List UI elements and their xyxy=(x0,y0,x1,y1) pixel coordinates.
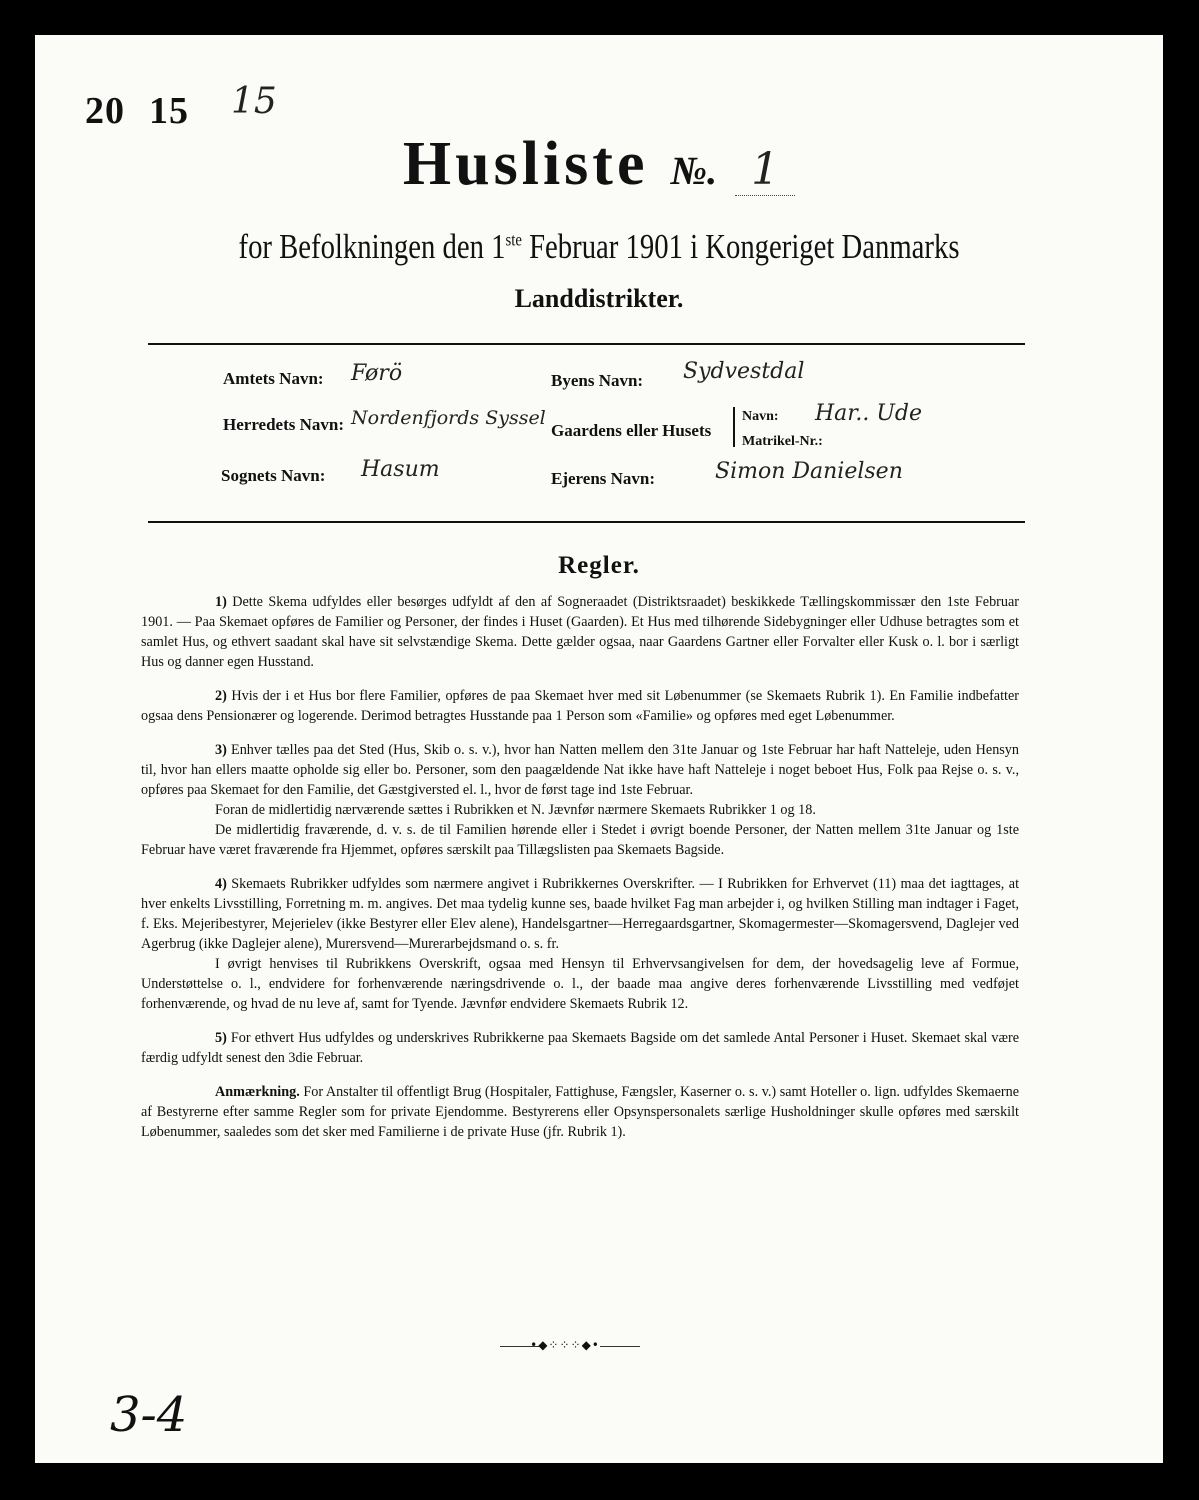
amt-label: Amtets Navn: xyxy=(223,369,324,388)
matrikel-label: Matrikel-Nr.: xyxy=(742,434,823,449)
rule-4b xyxy=(141,954,1019,1014)
rule-1-number: 1) xyxy=(215,594,227,610)
title-main: Husliste xyxy=(402,130,649,198)
rules-body xyxy=(141,592,1019,1156)
rule-2 xyxy=(141,686,1019,726)
amt-value: Førö xyxy=(351,361,403,386)
sogn-label: Sognets Navn: xyxy=(221,466,326,485)
ornament-line-right xyxy=(600,1346,640,1347)
navn-label: Navn: xyxy=(742,409,779,424)
district-heading: Landdistrikter. xyxy=(514,284,684,313)
ejer-value: Simon Danielsen xyxy=(715,459,903,484)
number-label: №. xyxy=(670,148,718,193)
rule-3c-text: De midlertidig fraværende, d. v. s. de til Familien hørende eller i Stedet i øvrigt boende Personer, der Natten mellem 31te Januar og 1ste Februar have været fraværende fra Hjemmet, opføres særskilt paa Tillægslisten paa Skemaets Bagside. xyxy=(141,822,1019,858)
rule-5-text: For ethvert Hus udfyldes og underskrives Rubrikkerne paa Skemaets Bagside om det samlede Antal Personer i Huset. Skemaet skal være færdig udfyldt senest den 3die Februar. xyxy=(141,1030,1019,1066)
rule-2-text: Hvis der i et Hus bor flere Familier, opføres de paa Skemaet hver med sit Løbenummer (se Skemaets Rubrik 1). En Familie indbefatter ogsaa dens Pensionærer og logerende. Derimod betragtes Husstande paa 1 Person som «Familie» og opføres med eget Løbenummer. xyxy=(141,688,1019,724)
herred-value: Nordenfjords Syssel xyxy=(351,407,546,429)
form-subtitle xyxy=(137,227,1062,267)
fields-divider xyxy=(148,521,1025,523)
rule-5 xyxy=(141,1028,1019,1068)
herred-label: Herredets Navn: xyxy=(223,415,345,434)
rule-3b xyxy=(141,800,1019,820)
rule-3b-text: Foran de midlertidig nærværende sættes i Rubrikken et N. Jævnfør nærmere Skemaets Rubrikker 1 og 18. xyxy=(215,802,816,818)
number-value: 1 xyxy=(735,144,795,196)
subtitle-text-1: for Befolkningen den 1 xyxy=(238,227,506,266)
rule-4b-text: I øvrigt henvises til Rubrikkens Overskrift, ogsaa med Hensyn til Erhvervsangivelsen for dem, der hovedsagelig leve af Formue, Understøttelse o. l., endvidere for forhenværende næringsdrivende o. l., der baade maa angive deres forhenværende Livsstilling med vedføjet forhenværende, og hvad de nu leve af, samt for Tyende. Jævnfør endvidere Skemaets Rubrik 12. xyxy=(141,956,1019,1012)
ornament: •◆⁘⁘⁘◆• xyxy=(530,1338,600,1352)
rule-4-number: 4) xyxy=(215,876,227,892)
stamp-number-left: 20 xyxy=(85,90,125,132)
rule-3-text: Enhver tælles paa det Sted (Hus, Skib o. s. v.), hvor han Natten mellem den 31te Januar og 1ste Februar har haft Natteleje, uden Hensyn til, hvor han ellers maatte opholde sig eller bo. Personer, som den paagældende Nat ikke have haft Natteleje i noget beboet Hus, Folk paa Rejse o. s. v., opføres paa Skemaet for den Familie, det Gæstgiversted el. l., hvor de først tage ind 1ste Februar. xyxy=(141,742,1019,798)
subtitle-text-2: Februar 1901 i Kongeriget Danmarks xyxy=(521,227,960,266)
rule-5-number: 5) xyxy=(215,1030,227,1046)
form-title xyxy=(35,129,1163,200)
rule-1 xyxy=(141,592,1019,672)
pencil-number: 15 xyxy=(231,81,277,122)
rule-3-number: 3) xyxy=(215,742,227,758)
rule-1-text: Dette Skema udfyldes eller besørges udfyldt af den af Sogneraadet (Distriktsraadet) beskikkede Tællingskommissær den 1ste Februar 1901. — Paa Skemaet opføres de Familier og Personer, der findes i Huset (Gaarden). Et Hus med tilhørende Sidebygninger eller Udhuse betragtes som et samlet Hus, og ethvert saadant skal have sit selvstændige Skema. Dette gælder ogsaa, naar Gaardens Gartner eller Forvalter eller Kusk o. l. bor i særligt Hus og danner egen Husstand. xyxy=(141,594,1019,670)
top-divider xyxy=(148,343,1025,345)
by-value: Sydvestdal xyxy=(683,359,805,384)
note-text: For Anstalter til offentligt Brug (Hospitaler, Fattighuse, Fængsler, Kaserner o. s. v.) samt Hoteller o. lign. udfyldes Skemaerne af Bestyrerne efter samme Regler som for private Ejendomme. Bestyrerens eller Opsynspersonalets særlige Husholdninger skulle opføres med særskilt Løbenummer, saaledes som det sker med Familierne i de private Huse (jfr. Rubrik 1). xyxy=(141,1084,1019,1140)
gaard-label: Gaardens eller Husets xyxy=(551,421,712,440)
rule-2-number: 2) xyxy=(215,688,227,704)
rule-4-text: Skemaets Rubrikker udfyldes som nærmere angivet i Rubrikkernes Overskrifter. — I Rubrikken for Erhvervet (11) maa det iagttages, at hver enkelts Livsstilling, Forretning m. m. angives. Det maa tydelig kunne ses, baade hvilket Fag man arbejder i, og hvilken Stilling man indtager i Faget, f. Eks. Mejeribestyrer, Mejerielev (ikke Bestyrer eller Elev alene), Handelsgartner—Herregaardsgartner, Skomagermester—Skomagersvend, Daglejer ved Agerbrug (ikke Daglejer alene), Murersvend—Murerarbejdsmand o. s. fr. xyxy=(141,876,1020,952)
annotation-note xyxy=(141,1082,1019,1142)
field-brace xyxy=(733,407,735,447)
stamp-number-right: 15 xyxy=(149,90,189,132)
ejer-label: Ejerens Navn: xyxy=(551,469,656,488)
handwritten-sheet-number: 3-4 xyxy=(110,1387,188,1443)
rule-3 xyxy=(141,740,1019,800)
navn-value: Har.. Ude xyxy=(815,401,923,426)
note-label: Anmærkning. xyxy=(215,1084,300,1100)
rules-heading: Regler. xyxy=(558,552,640,579)
by-label: Byens Navn: xyxy=(551,371,644,390)
sogn-value: Hasum xyxy=(361,457,440,482)
census-form-page xyxy=(35,35,1163,1463)
rule-4 xyxy=(141,874,1019,954)
rule-3c xyxy=(141,820,1019,860)
subtitle-sup: ste xyxy=(505,229,522,250)
